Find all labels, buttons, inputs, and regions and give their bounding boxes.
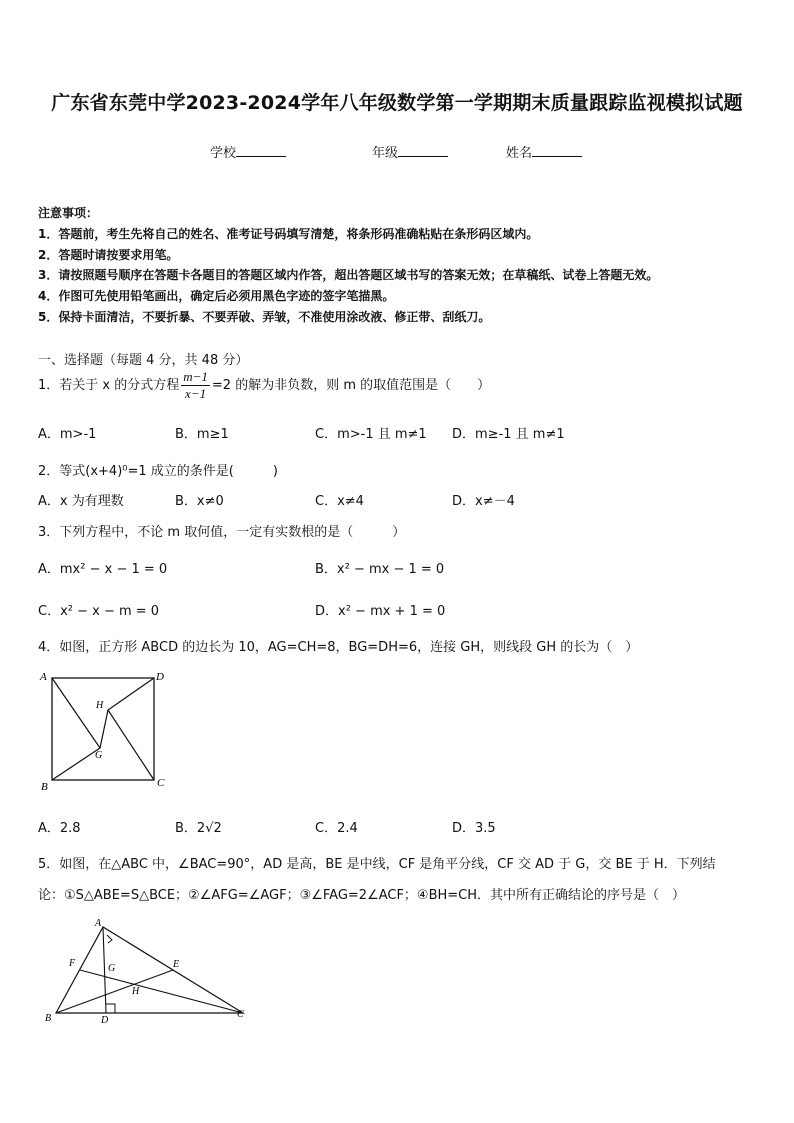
label-g: G <box>108 963 116 974</box>
label-c: C <box>237 1009 244 1020</box>
question-5-line1: 5．如图，在△ABC 中，∠BAC=90°，AD 是高，BE 是中线，CF 是角平分线，CF 交 AD 于 G，交 BE 于 H．下列结 <box>38 857 716 872</box>
option-d[interactable]: D．x≠－4 <box>452 494 515 509</box>
question-2: 2．等式(x+4)⁰=1 成立的条件是( ) <box>38 464 278 479</box>
section-heading: 一、选择题（每题 4 分，共 48 分） <box>38 353 249 368</box>
option-d[interactable]: D．x² − mx + 1 = 0 <box>315 604 446 619</box>
option-a[interactable]: A．x 为有理数 <box>38 494 124 509</box>
label-a: A <box>95 918 102 929</box>
grade-field[interactable]: 年级 <box>372 142 448 161</box>
label-g: G <box>95 750 103 761</box>
label-d: D <box>156 671 164 683</box>
triangle-figure <box>40 916 260 1028</box>
question-4: 4．如图，正方形 ABCD 的边长为 10，AG=CH=8，BG=DH=6，连接 GH，则线段 GH 的长为（ ） <box>38 640 639 655</box>
question-5-line2: 论：①S△ABE=S△BCE；②∠AFG=∠AGF；③∠FAG=2∠ACF；④BH=CH．其中所有正确结论的序号是（ ） <box>38 888 686 903</box>
label-b: B <box>45 1013 52 1024</box>
option-a[interactable]: A．m>-1 <box>38 427 97 442</box>
question-1: 1．若关于 x 的分式方程 $\frac{m-1}{x-1}$ =2 的解为非负数，则 m 的取值范围是（ ） <box>38 369 491 401</box>
notice-item: 1．答题前，考生先将自己的姓名、准考证号码填写清楚，将条形码准确粘贴在条形码区域内。 <box>38 227 539 241</box>
option-d[interactable]: D．3.5 <box>452 821 496 836</box>
label-a: A <box>40 671 47 683</box>
option-a[interactable]: A．mx² − x − 1 = 0 <box>38 562 168 577</box>
notice-heading: 注意事项： <box>38 206 99 220</box>
notice-item: 2．答题时请按要求用笔。 <box>38 248 179 262</box>
notice-item: 3．请按照题号顺序在答题卡各题目的答题区域内作答，超出答题区域书写的答案无效；在草稿纸、试卷上答题无效。 <box>38 268 659 282</box>
option-c[interactable]: C．m>-1 且 m≠1 <box>315 427 427 442</box>
option-b[interactable]: B．x≠0 <box>175 494 224 509</box>
fraction: $\frac{m-1}{x-1}$ <box>183 369 208 401</box>
label-f: F <box>69 958 76 969</box>
option-b[interactable]: B．2√2 <box>175 821 222 836</box>
name-field[interactable]: 姓名 <box>506 142 582 161</box>
page-title: 广东省东莞中学2023-2024学年八年级数学第一学期期末质量跟踪监视模拟试题 <box>51 92 743 114</box>
option-c[interactable]: C．x² − x − m = 0 <box>38 604 160 619</box>
option-a[interactable]: A．2.8 <box>38 821 81 836</box>
question-3: 3．下列方程中，不论 m 取何值，一定有实数根的是（ ） <box>38 525 406 540</box>
label-b: B <box>41 781 48 792</box>
option-d[interactable]: D．m≥-1 且 m≠1 <box>452 427 565 442</box>
option-b[interactable]: B．x² − mx − 1 = 0 <box>315 562 445 577</box>
square-figure <box>36 668 172 792</box>
notice-item: 5．保持卡面清洁，不要折暴、不要弄破、弄皱，不准使用涂改液、修正带、刮纸刀。 <box>38 310 491 324</box>
option-c[interactable]: C．x≠4 <box>315 494 364 509</box>
label-e: E <box>173 959 180 970</box>
label-c: C <box>157 777 165 789</box>
school-field[interactable]: 学校 <box>210 142 286 161</box>
label-h: H <box>132 986 140 997</box>
option-b[interactable]: B．m≥1 <box>175 427 229 442</box>
label-h: H <box>96 700 104 711</box>
notice-item: 4．作图可先使用铅笔画出，确定后必须用黑色字迹的签字笔描黑。 <box>38 289 395 303</box>
option-c[interactable]: C．2.4 <box>315 821 358 836</box>
label-d: D <box>101 1015 109 1026</box>
